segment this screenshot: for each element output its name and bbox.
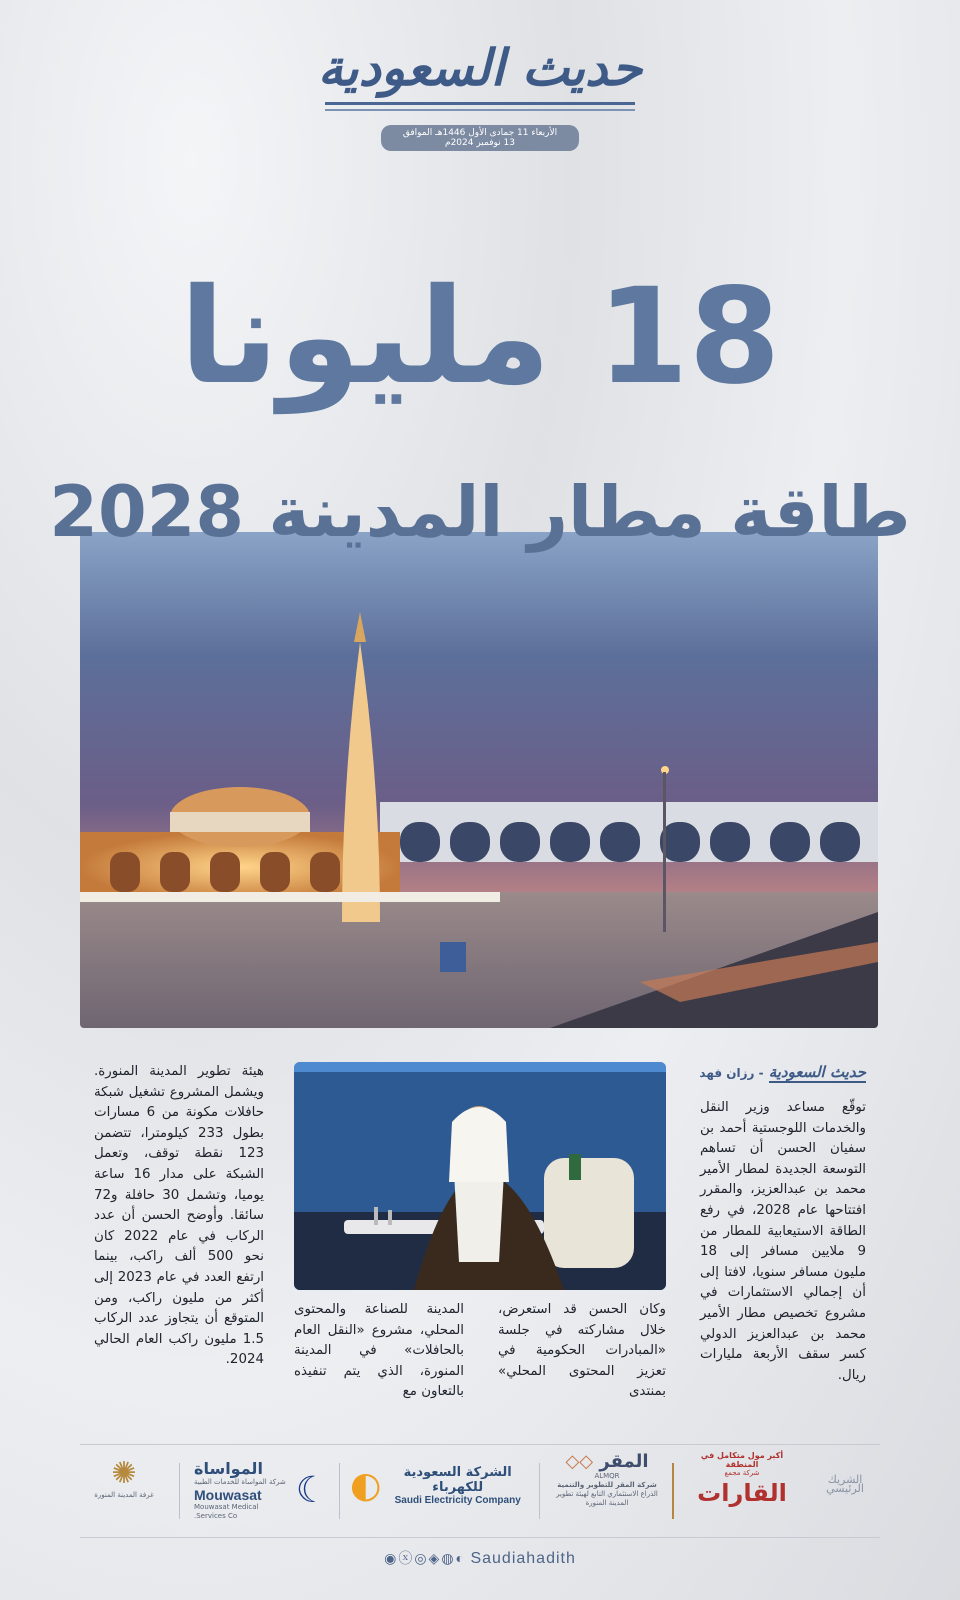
sec-logo-icon: ◐: [350, 1464, 382, 1506]
article-column-2: وكان الحسن قد استعرض، خلال مشاركته في جلسة «المبادرات الحكومية في تعزيز المحتوى المحلي» بمنتدى: [498, 1302, 666, 1400]
masthead: [0, 38, 960, 151]
partner-mouwasat: ☾ المواساة شركة المواساة للخدمات الطبية Mouwasat Mouwasat Medical Services Co.: [194, 1459, 328, 1520]
headline-main: 18 مليونا: [179, 260, 781, 414]
partner-chamber: ✺ غرفة المدينة المنورة: [92, 1457, 156, 1537]
article-column-4: هيئة تطوير المدينة المنورة. ويشمل المشروع تشغيل شبكة حافلات مكونة من 6 مسارات بطول 233 كيلومترا، تتضمن 123 نقطة توقف، وتعمل الشبكة على مدار 16 ساعة يوميا، وتشمل 30 حافلة و72 سائقا. وأوضح الحسن أن عدد الركاب في عام 2022 كان نحو 500 ألف راكب، بينما ارتفع العدد في عام 2023 إلى أكثر من مليون راكب، ومن المتوقع أن يتجاوز عدد الركاب 1.5 مليون راكب العام الحالي 2024.: [94, 1064, 265, 1368]
inset-photo: [294, 1062, 666, 1290]
partner-almaqar: المقر ◇◇ ALMQR شركة المقر للتطوير والتنمية الذراع الاستثماري التابع لهيئة تطوير المدينة المنورة: [556, 1451, 658, 1507]
partner-qarat: أكبر مول متكامل في المنطقة شركة مجمع القارات: [697, 1451, 787, 1507]
partner-divider: [179, 1463, 180, 1519]
social-footer: [0, 1548, 960, 1568]
partner-divider: [672, 1463, 674, 1519]
article-column-1: توقّع مساعد وزير النقل والخدمات اللوجستية أحمد بن سفيان الحسن أن تساهم التوسعة الجديدة لمطار الأمير محمد بن عبدالعزيز، والمقرر افتتاحها عام 2028، في رفع الطاقة الاستيعابية للمطار من 9 ملايين مسافر إلى 18 مليون مسافر سنويا، لافتا إلى أن إجمالي الاستثمارات في مشروع تخصيص مطار الأمير محمد بن عبدالعزيز الدولي كسر سقف الأربعة مليارات ريال.: [700, 1100, 866, 1383]
byline: [698, 1062, 866, 1088]
hero-photo: [80, 532, 878, 1028]
mouwasat-logo-icon: ☾: [295, 1469, 328, 1511]
chamber-logo-icon: ✺: [111, 1456, 137, 1491]
byline-brand: حديث السعودية: [768, 1063, 866, 1081]
maqar-logo-icon: ◇◇: [565, 1451, 594, 1472]
partner-divider: [339, 1463, 340, 1519]
partner-sec: الشركة السعودية للكهرباء Saudi Electricity Company ◐: [350, 1464, 521, 1506]
partners-bar: [80, 1444, 880, 1538]
main-partner-label: الشريك الرئيسي: [826, 1473, 864, 1495]
headline-sub: طاقة مطار المدينة 2028: [49, 471, 911, 553]
brand-underline: [325, 102, 635, 111]
issue-date: الأربعاء 11 جمادى الأول 1446هـ الموافق 13 نوفمبر 2024م: [381, 125, 579, 151]
article-column-3: المدينة للصناعة والمحتوى المحلي، مشروع «النقل العام بالحافلات» في المدينة المنورة، الذي يتم تنفيذه بالتعاون مع: [294, 1302, 464, 1400]
social-handle[interactable]: Saudiahadith: [470, 1550, 576, 1567]
byline-author: - رزان فهد: [699, 1066, 764, 1080]
partner-divider: [539, 1463, 540, 1519]
brand-logo: حديث السعودية: [317, 38, 643, 97]
social-icons[interactable]: ◉ⓧ◎◈◍◐: [384, 1550, 466, 1566]
